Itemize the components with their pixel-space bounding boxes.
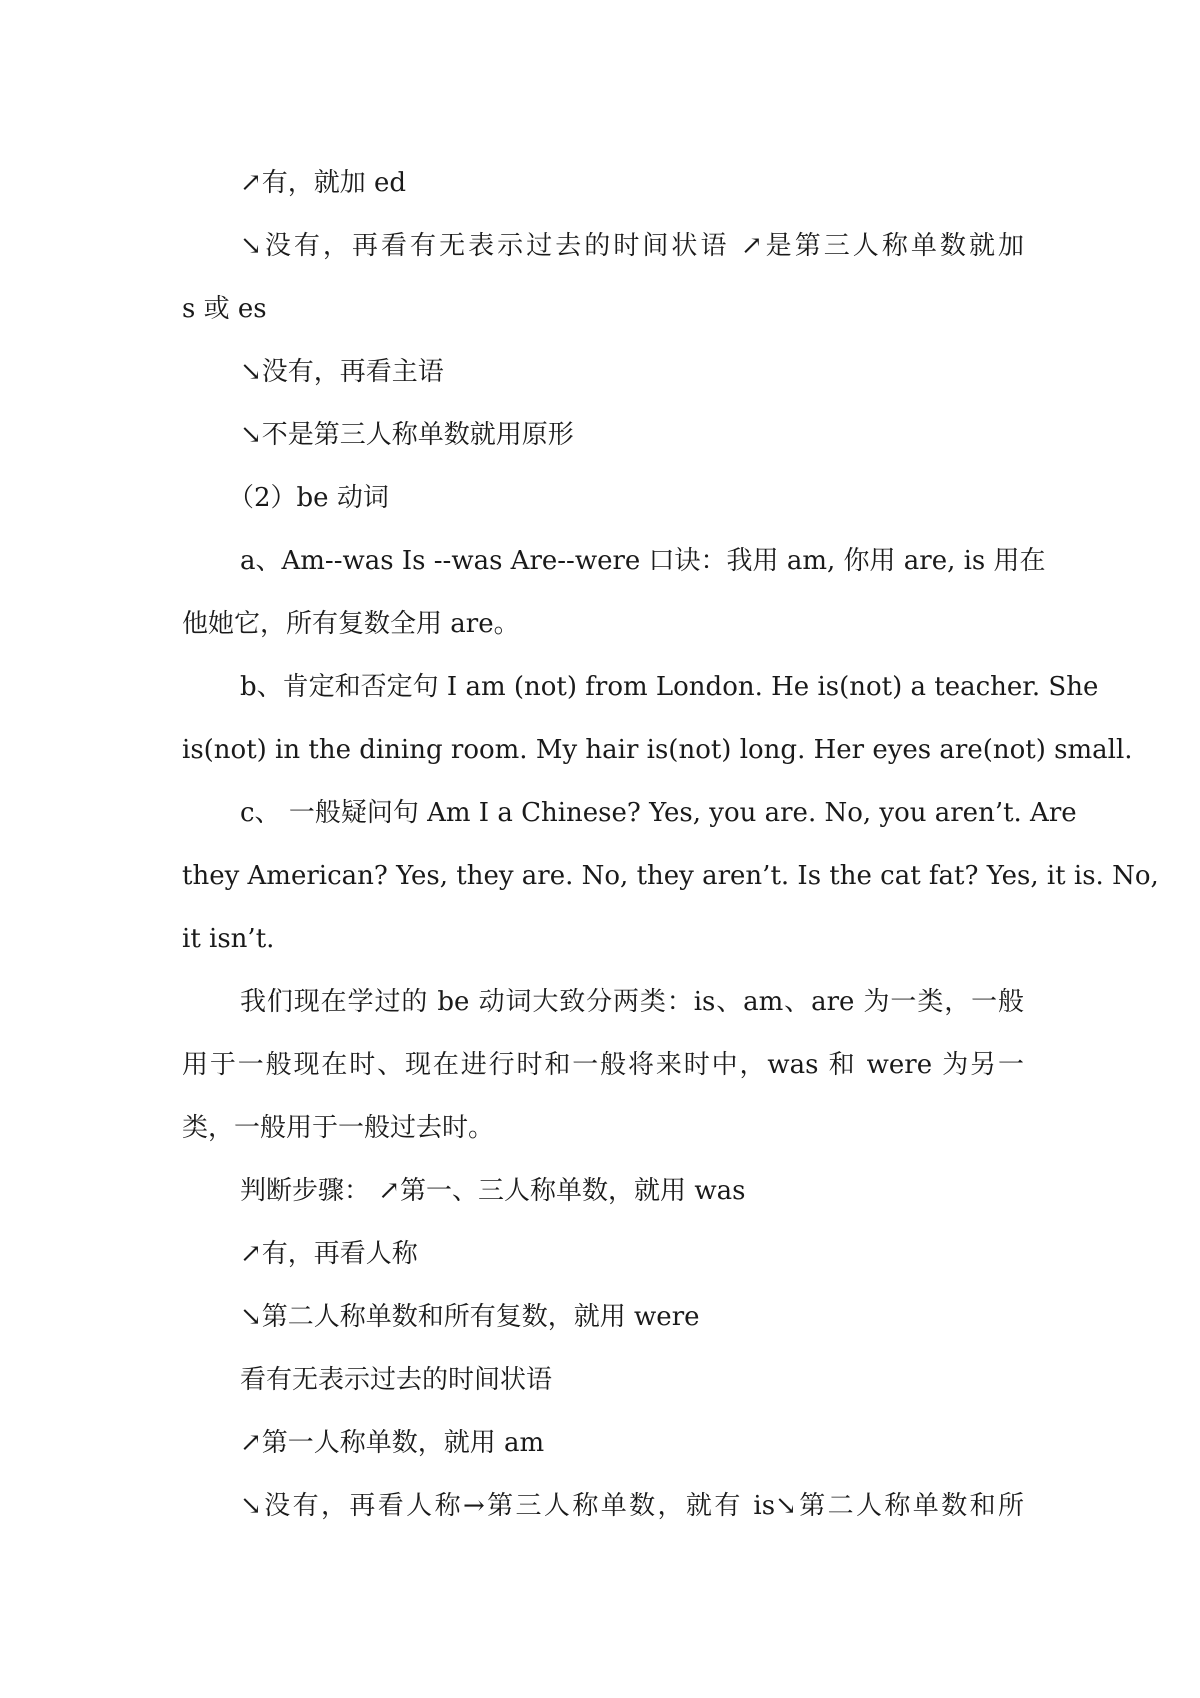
- text-line: 他她它，所有复数全用 are。: [182, 609, 520, 639]
- text-line: ↘没有，再看主语: [240, 357, 444, 387]
- text-line: 我们现在学过的 be 动词大致分两类：is、am、are 为一类，一般: [240, 987, 1024, 1017]
- text-line: ↗有，就加 ed: [240, 168, 407, 198]
- text-line: ↘没有，再看有无表示过去的时间状语 ↗是第三人称单数就加: [240, 231, 1024, 261]
- text-line: ↗有，再看人称: [240, 1239, 418, 1269]
- section-heading: （2）be 动词: [228, 483, 389, 513]
- text-line: ↘第二人称单数和所有复数，就用 were: [240, 1302, 700, 1332]
- text-line: s 或 es: [182, 294, 267, 324]
- text-line: 类，一般用于一般过去时。: [182, 1113, 495, 1143]
- text-line: c、 一般疑问句 Am I a Chinese? Yes, you are. No, you aren’t. Are: [240, 798, 1077, 828]
- text-line: ↗第一人称单数，就用 am: [240, 1428, 545, 1458]
- text-line: ↘没有，再看人称→第三人称单数，就有 is↘第二人称单数和所: [240, 1491, 1024, 1521]
- text-line: it isn’t.: [182, 924, 275, 954]
- text-line: a、Am--was Is --was Are--were 口诀：我用 am, 你用 are, is 用在: [240, 546, 1046, 576]
- text-line: ↘不是第三人称单数就用原形: [240, 420, 574, 450]
- text-line: b、肯定和否定句 I am (not) from London. He is(not) a teacher. She: [240, 672, 1099, 702]
- text-line: 看有无表示过去的时间状语: [240, 1365, 553, 1395]
- text-line: 用于一般现在时、现在进行时和一般将来时中，was 和 were 为另一: [182, 1050, 1024, 1080]
- text-line: is(not) in the dining room. My hair is(not) long. Her eyes are(not) small.: [182, 735, 1133, 765]
- text-line: 判断步骤： ↗第一、三人称单数，就用 was: [240, 1176, 746, 1206]
- document-body: [182, 152, 1159, 1538]
- text-line: they American? Yes, they are. No, they aren’t. Is the cat fat? Yes, it is. No,: [182, 861, 1159, 891]
